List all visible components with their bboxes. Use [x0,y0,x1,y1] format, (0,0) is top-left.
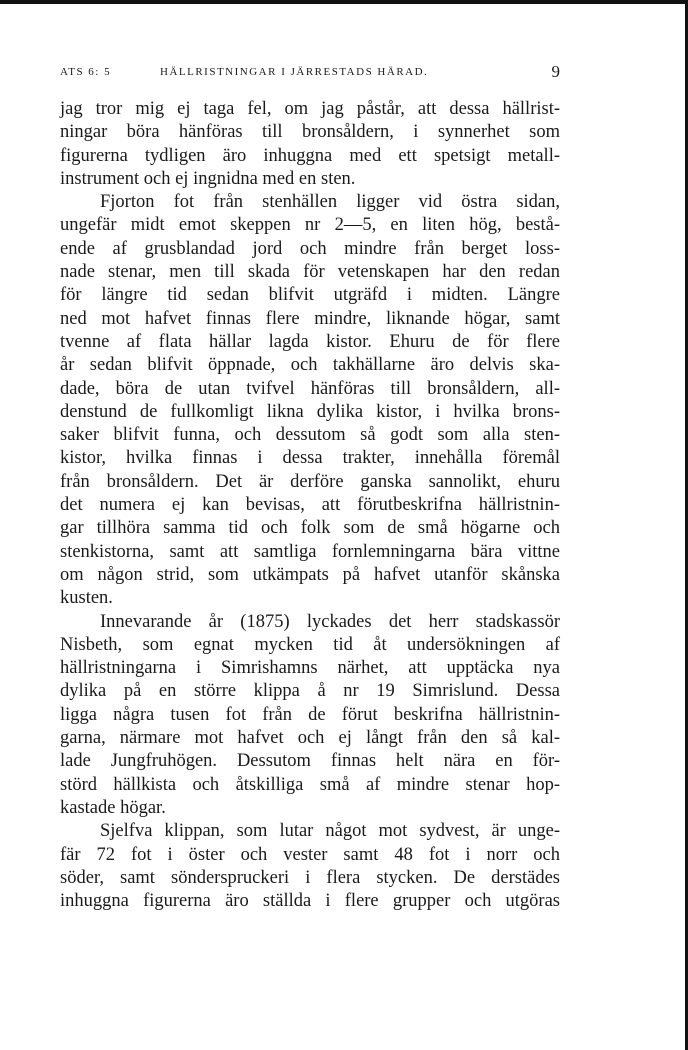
text-line: gar tillhöra samma tid och folk som de små högarne och [60,518,560,539]
running-header [60,64,560,84]
text-line: fär 72 fot i öster och vester samt 48 fot i norr och [60,844,560,865]
text-line: nade stenar, men till skada för vetenskapen har den redan [60,262,560,283]
text-line: garna, närmare mot hafvet och ej långt från den så kal- [60,728,560,749]
text-line: stenkistorna, samt att samtliga fornlemningarna bära vittne [60,541,560,562]
text-line: jag tror mig ej taga fel, om jag påstår, att dessa hällrist- [60,99,560,119]
text-line: dylika på en större klippa å nr 19 Simrislund. Dessa [60,681,560,702]
text-line: Sjelfva klippan, som lutar något mot sydvest, är unge- [100,821,560,842]
text-line: saker blifvit funna, och dessutom så godt som alla sten- [60,425,560,446]
page-edge-top [0,0,688,4]
text-line: lade Jungfruhögen. Dessutom finnas helt nära en för- [60,751,560,772]
page-number: 9 [551,62,560,81]
text-line: år sedan blifvit öppnade, och takhällarne äro delvis ska- [60,355,560,376]
text-line: störd hällkista och åtskilliga små af mindre stenar hop- [60,774,560,795]
text-line: ned mot hafvet finnas flere mindre, liknande högar, samt [60,308,560,329]
text-line: ligga några tusen fot från de förut beskrifna hällristnin- [60,704,560,725]
text-line: figurerna tydligen äro inhuggna med ett spetsigt metall- [60,145,560,166]
text-line: instrument och ej ingnidna med en sten. [60,168,356,189]
text-line: tvenne af flata hällar lagda kistor. Ehuru de för flere [60,331,560,352]
text-line: kusten. [60,588,113,609]
text-line: dade, böra de utan tvifvel hänföras till bronsåldern, all- [60,378,560,399]
header-title: HÄLLRISTNINGAR I JÄRRESTADS HÄRAD. [160,66,429,78]
text-line: kastade högar. [60,797,166,818]
text-line: Innevarande år (1875) lyckades det herr stadskassör [100,611,560,632]
text-line: ungefär midt emot skeppen nr 2—5, en liten hög, bestå- [60,215,560,236]
text-line: inhuggna figurerna äro ställda i flere grupper och utgöras [60,891,560,912]
text-line: ende af grusblandad jord och mindre från berget loss- [60,238,560,259]
body-text [60,98,560,913]
text-line: om någon strid, som utkämpats på hafvet utanför skånska [60,564,560,585]
text-line: Fjorton fot från stenhällen ligger vid östra sidan, [100,192,560,213]
text-line: hällristningarna i Simrishamns närhet, att upptäcka nya [60,658,560,679]
text-line: för längre tid sedan blifvit utgräfd i midten. Längre [60,285,560,306]
header-series-label: ATS 6: 5 [60,66,112,78]
text-line: söder, samt sönderspruckeri i flera stycken. De derstädes [60,867,560,888]
text-line: från bronsåldern. Det är derföre ganska sannolikt, ehuru [60,471,560,492]
text-line: kistor, hvilka finnas i dessa trakter, innehålla föremål [60,448,560,469]
text-line: denstund de fullkomligt likna dylika kistor, i hvilka brons- [60,401,560,422]
text-line: ningar böra hänföras till bronsåldern, i synnerhet som [60,122,560,143]
text-line: det numera ej kan bevisas, att förutbeskrifna hällristnin- [60,495,560,516]
text-line: Nisbeth, som egnat mycken tid åt undersökningen af [60,634,560,655]
